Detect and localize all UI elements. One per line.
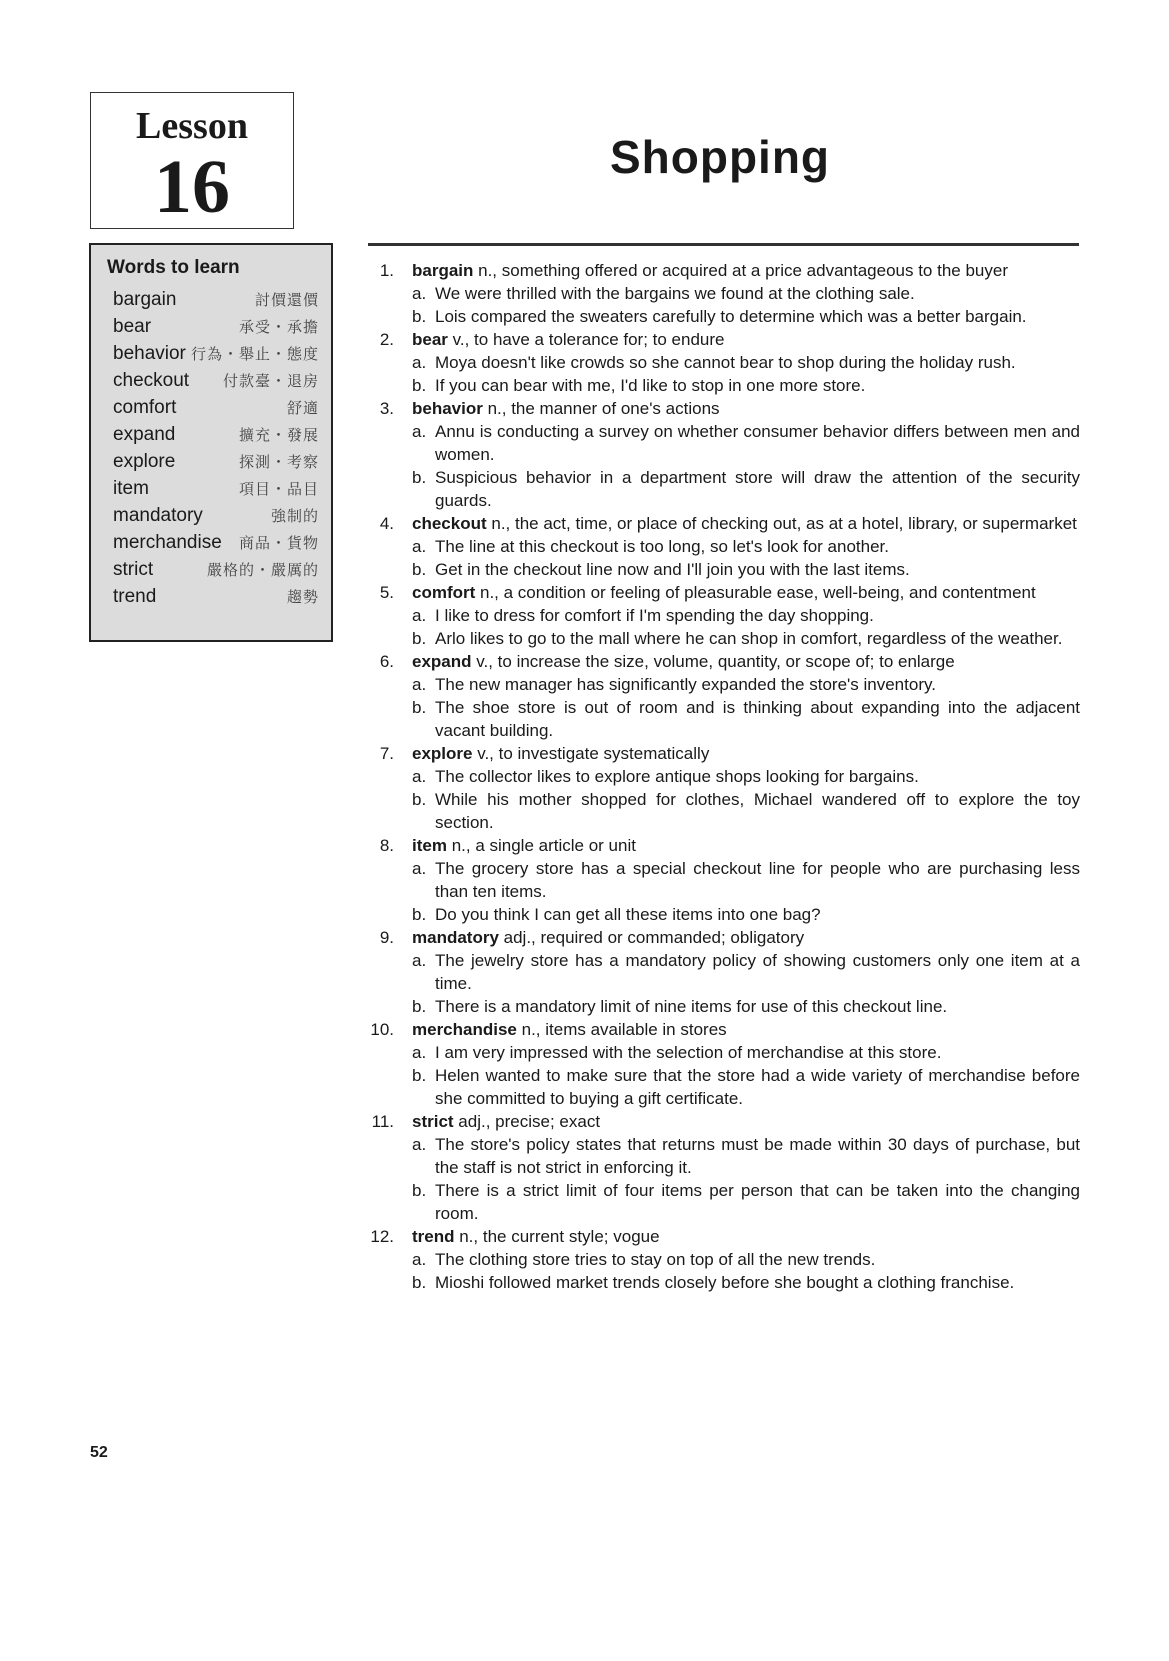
- entry-definition: [363, 834, 1080, 857]
- example-letter: a.: [412, 284, 427, 303]
- example-letter: b.: [412, 560, 427, 579]
- definition-text: n., the act, time, or place of checking out, as at a hotel, library, or supermarket: [486, 514, 1077, 533]
- example-sentence: [363, 351, 1080, 374]
- example-sentence: [363, 1248, 1080, 1271]
- lesson-label: Lesson: [136, 105, 248, 147]
- page-number: 52: [90, 1444, 108, 1461]
- entry-definition: [363, 1018, 1080, 1041]
- example-letter: b.: [412, 307, 427, 326]
- entry-definition: [363, 650, 1080, 673]
- example-sentence: [363, 466, 1080, 512]
- example-letter: a.: [412, 606, 427, 625]
- entry-definition: [363, 259, 1080, 282]
- word-english: mandatory: [113, 505, 203, 526]
- example-sentence: [363, 535, 1080, 558]
- word-english: comfort: [113, 397, 177, 418]
- words-to-learn-box: [89, 243, 333, 642]
- example-sentence: [363, 788, 1080, 834]
- example-text: Arlo likes to go to the mall where he can shop in comfort, regardless of the weather.: [435, 629, 1063, 648]
- word-chinese: 舒適: [286, 400, 319, 417]
- word-chinese: 強制的: [270, 508, 319, 525]
- word-english: strict: [113, 559, 154, 580]
- definition-text: v., to have a tolerance for; to endure: [447, 330, 725, 349]
- page-title: Shopping: [609, 131, 831, 183]
- headword: item: [412, 836, 447, 855]
- example-letter: a.: [412, 1250, 427, 1269]
- entry-number: 1.: [379, 261, 394, 280]
- word-list-item: [113, 451, 323, 478]
- example-sentence: [363, 1133, 1080, 1179]
- headword: comfort: [412, 583, 476, 602]
- word-list-item: [113, 478, 323, 505]
- example-sentence: [363, 1179, 1080, 1225]
- example-letter: a.: [412, 859, 427, 878]
- example-sentence: [363, 903, 1080, 926]
- example-sentence: [363, 305, 1080, 328]
- example-text: If you can bear with me, I'd like to stop in one more store.: [435, 376, 866, 395]
- entry-definition: [363, 581, 1080, 604]
- example-text: The collector likes to explore antique shops looking for bargains.: [435, 767, 919, 786]
- definition-text: n., a condition or feeling of pleasurable ease, well-being, and contentment: [475, 583, 1036, 602]
- example-text: Moya doesn't like crowds so she cannot bear to shop during the holiday rush.: [435, 353, 1016, 372]
- word-list-item: [113, 559, 323, 586]
- entry-number: 7.: [379, 744, 394, 763]
- example-text: Annu is conducting a survey on whether consumer behavior differs between men and women.: [435, 422, 1080, 464]
- entry-definition: [363, 328, 1080, 351]
- example-text: I am very impressed with the selection of merchandise at this store.: [435, 1043, 942, 1062]
- example-letter: b.: [412, 1066, 427, 1085]
- word-chinese: 行為・舉止・態度: [190, 346, 319, 363]
- headword: mandatory: [412, 928, 499, 947]
- example-letter: b.: [412, 997, 427, 1016]
- lesson-box: [90, 92, 294, 229]
- word-chinese: 擴充・發展: [238, 427, 319, 444]
- word-list-item: [113, 370, 323, 397]
- definition-text: n., the current style; vogue: [454, 1227, 660, 1246]
- entry-number: 11.: [371, 1112, 394, 1131]
- word-list-item: [113, 424, 323, 451]
- headword: checkout: [412, 514, 487, 533]
- word-english: expand: [113, 424, 176, 445]
- example-sentence: [363, 627, 1080, 650]
- example-sentence: [363, 949, 1080, 995]
- word-chinese: 嚴格的・嚴厲的: [206, 562, 319, 579]
- example-text: The new manager has significantly expanded the store's inventory.: [435, 675, 936, 694]
- example-text: There is a strict limit of four items per person that can be taken into the changing room.: [435, 1181, 1080, 1223]
- definition-text: adj., required or commanded; obligatory: [498, 928, 805, 947]
- example-letter: a.: [412, 1135, 427, 1154]
- example-sentence: [363, 765, 1080, 788]
- example-letter: b.: [412, 468, 427, 487]
- word-list-item: [113, 505, 323, 532]
- example-text: Do you think I can get all these items into one bag?: [435, 905, 821, 924]
- example-letter: b.: [412, 376, 427, 395]
- example-letter: a.: [412, 353, 427, 372]
- words-box-heading: Words to learn: [107, 257, 240, 278]
- word-english: bargain: [113, 289, 177, 310]
- entry-number: 12.: [370, 1227, 394, 1246]
- example-letter: b.: [412, 698, 427, 717]
- lesson-number: 16: [154, 145, 230, 229]
- word-english: behavior: [113, 343, 186, 364]
- example-letter: a.: [412, 1043, 427, 1062]
- definition-text: n., items available in stores: [516, 1020, 727, 1039]
- word-english: checkout: [113, 370, 190, 391]
- definition-text: v., to investigate systematically: [472, 744, 710, 763]
- entry-definition: [363, 742, 1080, 765]
- example-text: We were thrilled with the bargains we found at the clothing sale.: [435, 284, 915, 303]
- word-chinese: 付款臺・退房: [222, 373, 319, 390]
- headword: bear: [412, 330, 448, 349]
- entry-definition: [363, 512, 1080, 535]
- example-letter: b.: [412, 1181, 427, 1200]
- example-sentence: [363, 604, 1080, 627]
- example-text: Suspicious behavior in a department store will draw the attention of the security guards.: [435, 468, 1080, 510]
- word-list-item: [113, 343, 323, 370]
- example-text: While his mother shopped for clothes, Michael wandered off to explore the toy section.: [435, 790, 1080, 832]
- vocabulary-entries: [363, 259, 1080, 1294]
- example-text: There is a mandatory limit of nine items for use of this checkout line.: [435, 997, 948, 1016]
- entry-number: 3.: [379, 399, 394, 418]
- example-sentence: [363, 995, 1080, 1018]
- headword: merchandise: [412, 1020, 517, 1039]
- word-english: bear: [113, 316, 152, 337]
- word-chinese: 探測・考察: [238, 454, 319, 471]
- example-text: The shoe store is out of room and is thinking about expanding into the adjacent vacant building.: [435, 698, 1080, 740]
- example-text: The store's policy states that returns must be made within 30 days of purchase, but the staff is not strict in enforcing it.: [435, 1135, 1080, 1177]
- example-text: Mioshi followed market trends closely before she bought a clothing franchise.: [435, 1273, 1015, 1292]
- example-text: The clothing store tries to stay on top of all the new trends.: [435, 1250, 876, 1269]
- definition-text: n., a single article or unit: [446, 836, 636, 855]
- entry-number: 6.: [379, 652, 394, 671]
- definition-text: adj., precise; exact: [453, 1112, 601, 1131]
- example-sentence: [363, 1041, 1080, 1064]
- headword: trend: [412, 1227, 455, 1246]
- example-sentence: [363, 696, 1080, 742]
- word-list-item: [113, 316, 323, 343]
- example-letter: a.: [412, 422, 427, 441]
- word-list-item: [113, 532, 323, 559]
- headword: expand: [412, 652, 472, 671]
- example-text: Get in the checkout line now and I'll join you with the last items.: [435, 560, 910, 579]
- example-sentence: [363, 558, 1080, 581]
- word-list-item: [113, 397, 323, 424]
- example-text: The grocery store has a special checkout line for people who are purchasing less than ten items.: [435, 859, 1080, 901]
- definition-text: n., the manner of one's actions: [482, 399, 720, 418]
- example-sentence: [363, 374, 1080, 397]
- word-chinese: 討價還價: [254, 292, 319, 309]
- example-text: Lois compared the sweaters carefully to determine which was a better bargain.: [435, 307, 1027, 326]
- example-letter: b.: [412, 905, 427, 924]
- entry-number: 4.: [379, 514, 394, 533]
- word-chinese: 承受・承擔: [238, 319, 319, 336]
- entry-number: 5.: [379, 583, 394, 602]
- example-letter: b.: [412, 629, 427, 648]
- example-sentence: [363, 420, 1080, 466]
- word-chinese: 項目・品目: [238, 481, 319, 498]
- entry-definition: [363, 926, 1080, 949]
- entry-definition: [363, 1225, 1080, 1248]
- example-text: The line at this checkout is too long, so let's look for another.: [435, 537, 890, 556]
- word-list: [113, 289, 323, 613]
- example-letter: a.: [412, 951, 427, 970]
- word-english: merchandise: [113, 532, 222, 553]
- title-rule: [368, 243, 1079, 246]
- headword: strict: [412, 1112, 454, 1131]
- example-letter: a.: [412, 767, 427, 786]
- example-text: Helen wanted to make sure that the store had a wide variety of merchandise before she committed to buying a gift certificate.: [435, 1066, 1080, 1108]
- word-chinese: 趨勢: [286, 589, 319, 606]
- example-text: I like to dress for comfort if I'm spending the day shopping.: [435, 606, 874, 625]
- definition-text: n., something offered or acquired at a price advantageous to the buyer: [473, 261, 1008, 280]
- entry-definition: [363, 1110, 1080, 1133]
- example-sentence: [363, 282, 1080, 305]
- entry-number: 2.: [379, 330, 394, 349]
- headword: behavior: [412, 399, 483, 418]
- example-letter: b.: [412, 790, 427, 809]
- example-sentence: [363, 857, 1080, 903]
- word-list-item: [113, 586, 323, 613]
- word-english: item: [113, 478, 149, 499]
- entry-definition: [363, 397, 1080, 420]
- definition-text: v., to increase the size, volume, quantity, or scope of; to enlarge: [471, 652, 955, 671]
- word-chinese: 商品・貨物: [238, 535, 319, 552]
- headword: explore: [412, 744, 473, 763]
- entry-number: 8.: [379, 836, 394, 855]
- example-sentence: [363, 673, 1080, 696]
- example-text: The jewelry store has a mandatory policy of showing customers only one item at a time.: [435, 951, 1080, 993]
- example-letter: b.: [412, 1273, 427, 1292]
- example-letter: a.: [412, 537, 427, 556]
- example-sentence: [363, 1271, 1080, 1294]
- entry-number: 10.: [370, 1020, 394, 1039]
- example-sentence: [363, 1064, 1080, 1110]
- entry-number: 9.: [379, 928, 394, 947]
- word-english: explore: [113, 451, 176, 472]
- word-list-item: [113, 289, 323, 316]
- headword: bargain: [412, 261, 474, 280]
- example-letter: a.: [412, 675, 427, 694]
- word-english: trend: [113, 586, 157, 607]
